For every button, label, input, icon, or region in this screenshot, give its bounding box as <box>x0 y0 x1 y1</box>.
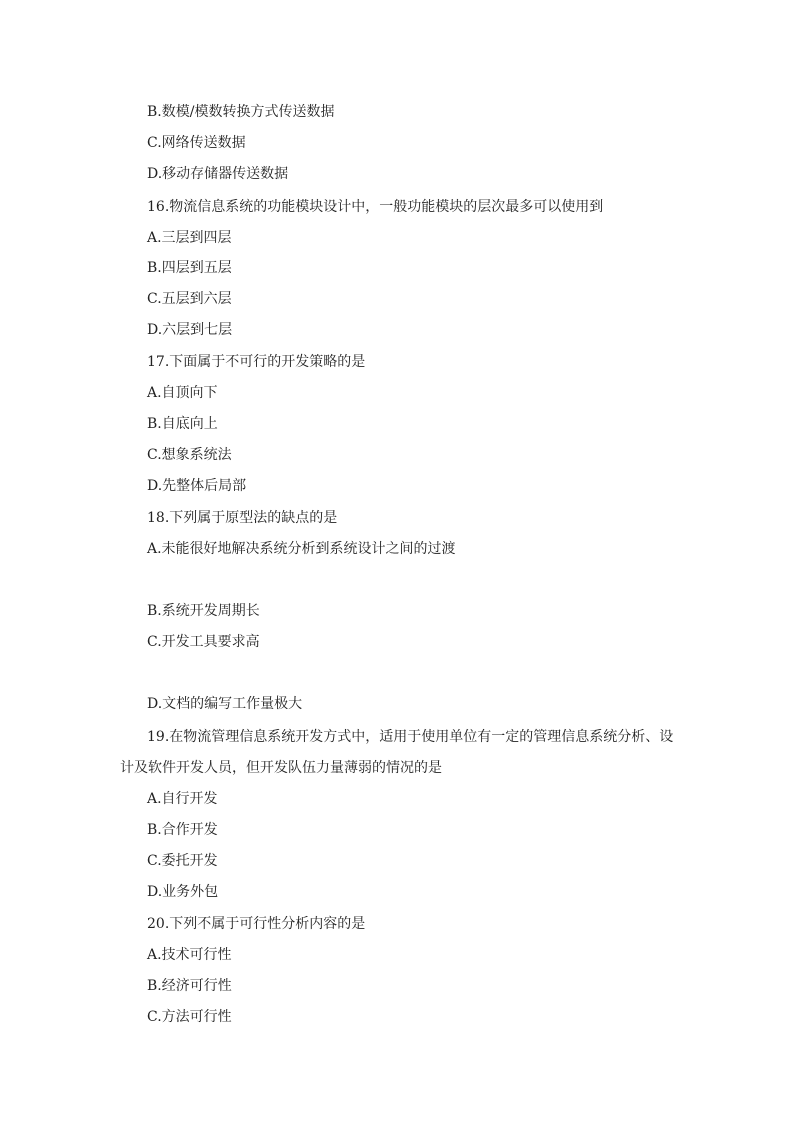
question-line: 20.下列不属于可行性分析内容的是 <box>147 916 366 932</box>
option-line: B.系统开发周期长 <box>147 603 260 619</box>
option-line: D.六层到七层 <box>147 322 233 338</box>
option-line: B.合作开发 <box>147 822 218 838</box>
option-line: B.四层到五层 <box>147 260 232 276</box>
option-line: D.先整体后局部 <box>147 478 247 494</box>
option-line: A.三层到四层 <box>147 230 232 246</box>
option-line: A.自顶向下 <box>147 385 218 401</box>
question-line: 16.物流信息系统的功能模块设计中，一般功能模块的层次最多可以使用到 <box>147 199 604 215</box>
option-line: B.经济可行性 <box>147 978 232 994</box>
option-line: D.文档的编写工作量极大 <box>147 696 303 712</box>
question-line-continuation: 计及软件开发人员，但开发队伍力量薄弱的情况的是 <box>120 760 442 776</box>
option-line: B.自底向上 <box>147 416 218 432</box>
option-line: C.网络传送数据 <box>147 135 246 151</box>
option-line: D.移动存储器传送数据 <box>147 166 289 182</box>
option-line: C.委托开发 <box>147 853 218 869</box>
option-line: C.方法可行性 <box>147 1009 232 1025</box>
question-line: 18.下列属于原型法的缺点的是 <box>147 510 338 526</box>
option-line: C.五层到六层 <box>147 291 232 307</box>
option-line: B.数模/模数转换方式传送数据 <box>147 104 335 120</box>
option-line: C.开发工具要求高 <box>147 634 260 650</box>
option-line: C.想象系统法 <box>147 447 232 463</box>
option-line: A.未能很好地解决系统分析到系统设计之间的过渡 <box>147 541 456 557</box>
question-line: 17.下面属于不可行的开发策略的是 <box>147 354 366 370</box>
option-line: A.自行开发 <box>147 791 218 807</box>
question-line: 19.在物流管理信息系统开发方式中，适用于使用单位有一定的管理信息系统分析、设 <box>147 729 674 745</box>
option-line: D.业务外包 <box>147 884 219 900</box>
option-line: A.技术可行性 <box>147 947 232 963</box>
